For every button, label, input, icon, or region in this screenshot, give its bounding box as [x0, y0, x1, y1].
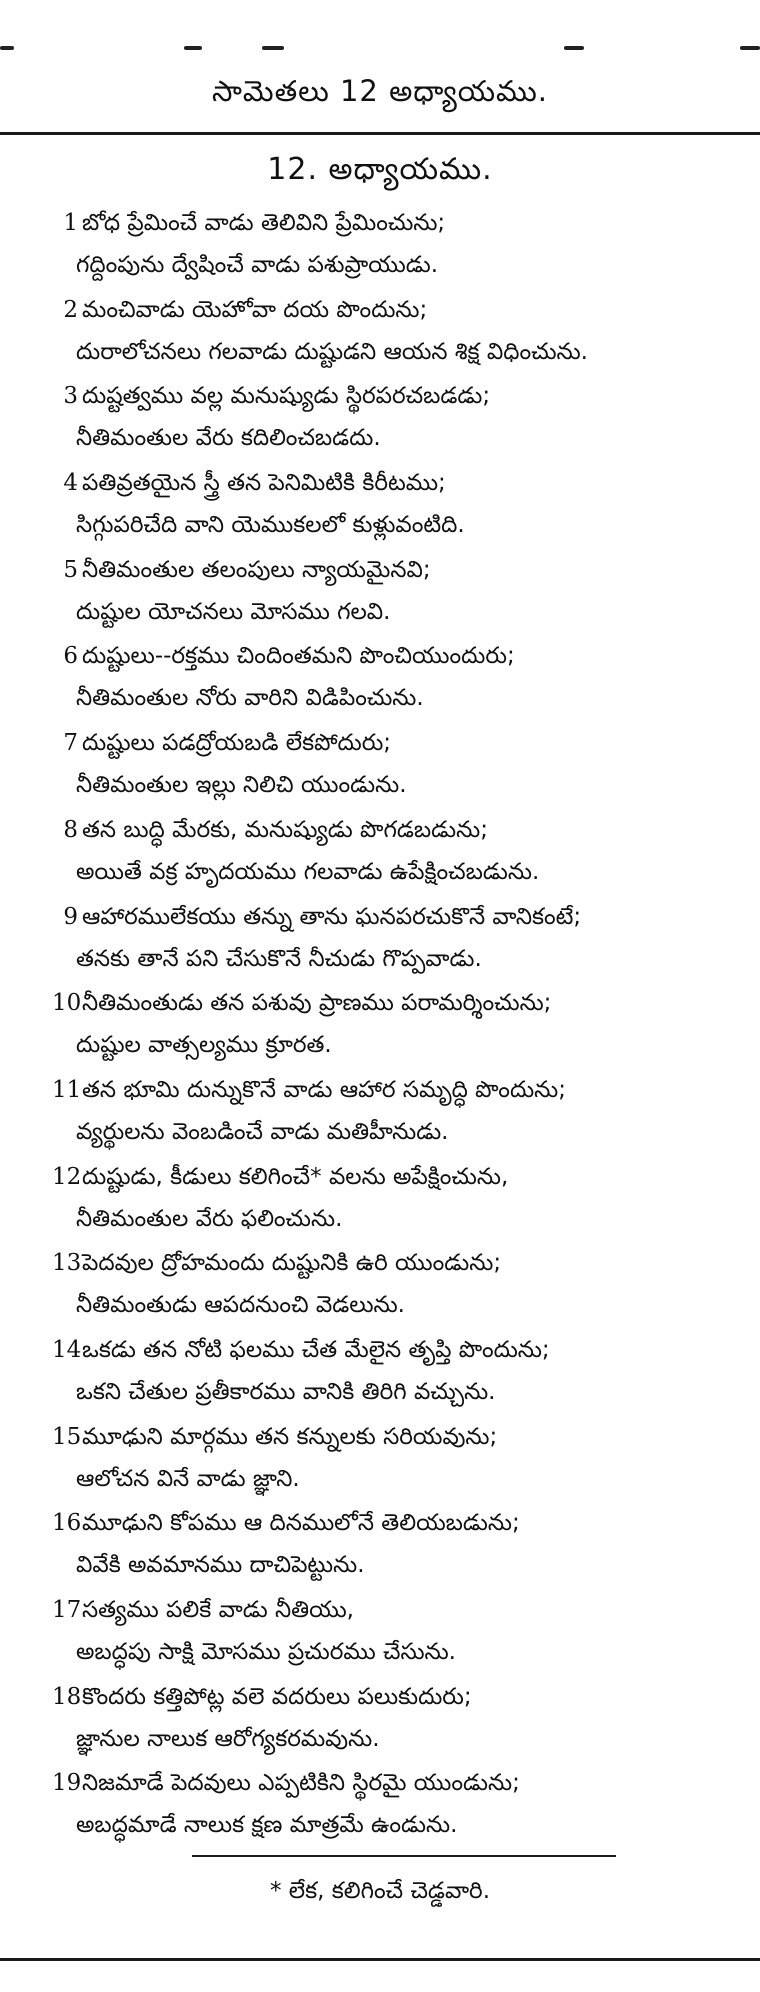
verse-line-2: ఒకని చేతుల ప్రతీకారము వానికి తిరిగి వచ్చును. [76, 1378, 496, 1405]
footer-rule [0, 1958, 760, 1961]
verse-line-1: మంచివాడు యెహోవా దయ పొందును; [82, 296, 428, 323]
verse [52, 383, 752, 470]
verse-number: 12 [52, 1163, 82, 1190]
verse-number: 5 [63, 556, 78, 583]
verse-line-2: దుష్టుల యోచనలు మోసము గలవి. [76, 598, 391, 625]
chapter-title: 12. అధ్యాయము. [267, 152, 493, 187]
verse-line-2: నీతిమంతుడు ఆపదనుంచి వెడలును. [76, 1292, 405, 1319]
verse-line-2: వ్యర్థులను వెంబడించే వాడు మతిహీనుడు. [76, 1118, 449, 1145]
verse-line-1: తన బుద్ధి మేరకు, మనుష్యుడు పొగడబడును; [82, 816, 488, 843]
verse-line-2: దురాలోచనలు గలవాడు దుష్టుడని ఆయన శిక్ష విధించును. [76, 338, 588, 365]
verse [52, 1597, 752, 1684]
verse-line-2: ఆలోచన వినే వాడు జ్ఞాని. [76, 1465, 300, 1492]
header-rule [0, 132, 760, 135]
verse [52, 297, 752, 384]
verse-list [52, 210, 752, 1857]
verse-line-2: తనకు తానే పని చేసుకొనే నీచుడు గొప్పవాడు. [76, 945, 482, 972]
footnote-rule [192, 1855, 616, 1857]
verse [52, 557, 752, 644]
verse [52, 1424, 752, 1511]
footnote: * లేక, కలిగించే చెడ్డవారి. [269, 1878, 491, 1904]
verse-number: 7 [63, 730, 78, 757]
verse [52, 1510, 752, 1597]
verse-line-1: సత్యము పలికే వాడు నీతియు, [82, 1597, 354, 1623]
verse-line-2: వివేకి అవమానము దాచిపెట్టును. [76, 1552, 365, 1579]
verse-line-2: దుష్టుల వాత్సల్యము క్రూరత. [76, 1032, 332, 1059]
verse-line-2: సిగ్గుపరిచేది వాని యెముకలలో కుళ్లువంటిది. [76, 512, 465, 539]
top-edge-marks [0, 46, 760, 54]
verse [52, 643, 752, 730]
verse-number: 2 [63, 296, 78, 323]
verse-number: 8 [63, 816, 78, 843]
running-head: సామెతలు 12 అధ్యాయము. [212, 74, 548, 108]
verse-number: 19 [52, 1770, 82, 1797]
verse [52, 1164, 752, 1251]
verse-line-1: పెదవుల ద్రోహమందు దుష్టునికి ఉరి యుండును; [82, 1250, 502, 1277]
verse-line-2: నీతిమంతుల వేరు కదిలించబడదు. [76, 425, 381, 452]
verse [52, 210, 752, 297]
verse-line-2: జ్ఞానుల నాలుక ఆరోగ్యకరమవును. [76, 1725, 380, 1752]
verse-line-1: దుష్టులు పడద్రోయబడి లేకపోదురు; [82, 730, 392, 757]
verse-number: 17 [52, 1597, 82, 1623]
verse [52, 470, 752, 557]
verse-line-2: నీతిమంతుల నోరు వారిని విడిపించును. [76, 685, 424, 712]
verse [52, 1770, 752, 1857]
verse-line-2: నీతిమంతుల ఇల్లు నిలిచి యుండును. [76, 772, 407, 799]
verse-line-2: నీతిమంతుల వేరు ఫలించును. [76, 1205, 343, 1232]
verse-line-1: ఆహారములేకయు తన్ను తాను ఘనపరచుకొనే వానికంటే; [82, 903, 582, 930]
verse [52, 990, 752, 1077]
verse-line-1: బోధ ప్రేమించే వాడు తెలివిని ప్రేమించును; [82, 210, 446, 236]
verse-line-2: అయితే వక్ర హృదయము గలవాడు ఉపేక్షించబడును. [76, 858, 540, 885]
verse-line-2: గద్దింపును ద్వేషించే వాడు పశుప్రాయుడు. [76, 252, 439, 278]
verse-line-1: దుష్టత్వము వల్ల మనుష్యుడు స్థిరపరచబడడు; [82, 383, 491, 410]
verse-line-1: కొందరు కత్తిపోట్ల వలె వదరులు పలుకుదురు; [82, 1683, 472, 1710]
verse [52, 1250, 752, 1337]
verse-line-1: దుష్టులు--రక్తము చిందింతమని పొంచియుందురు; [82, 643, 515, 670]
verse-line-1: దుష్టుడు, కీడులు కలిగించే* వలను అపేక్షించును, [82, 1163, 509, 1190]
verse-number: 9 [63, 903, 78, 930]
verse-number: 13 [52, 1250, 82, 1277]
verse-line-1: పతివ్రతయైన స్త్రీ తన పెనిమిటికి కిరీటము; [82, 470, 446, 497]
verse-line-2: అబద్ధపు సాక్షి మోసము ప్రచురము చేసును. [76, 1639, 456, 1665]
verse [52, 730, 752, 817]
verse-number: 1 [63, 210, 78, 236]
verse-number: 6 [63, 643, 78, 670]
verse-number: 14 [52, 1336, 82, 1363]
verse-line-1: నీతిమంతుడు తన పశువు ప్రాణము పరామర్శించును; [82, 990, 552, 1017]
verse-number: 3 [63, 383, 78, 410]
verse-line-1: నీతిమంతుల తలంపులు న్యాయమైనవి; [82, 556, 431, 583]
verse-line-1: తన భూమి దున్నుకొనే వాడు ఆహార సమృద్ధి పొందును; [82, 1076, 567, 1103]
verse [52, 817, 752, 904]
verse [52, 1684, 752, 1771]
verse-number: 11 [52, 1076, 82, 1103]
verse-number: 4 [63, 470, 78, 497]
verse-number: 15 [52, 1423, 82, 1450]
verse-number: 16 [52, 1510, 82, 1537]
verse [52, 1077, 752, 1164]
verse-line-2: అబద్ధమాడే నాలుక క్షణ మాత్రమే ఉండును. [76, 1812, 458, 1839]
verse-line-1: ఒకడు తన నోటి ఫలము చేత మేలైన తృప్తి పొందును; [82, 1336, 550, 1363]
verse-line-1: నిజమాడే పెదవులు ఎప్పటికిని స్థిరమై యుండును; [82, 1770, 520, 1797]
verse [52, 904, 752, 991]
verse-line-1: మూఢుని మార్గము తన కన్నులకు సరియవును; [82, 1423, 498, 1450]
verse-number: 10 [52, 990, 82, 1017]
verse [52, 1337, 752, 1424]
verse-number: 18 [52, 1683, 82, 1710]
verse-line-1: మూఢుని కోపము ఆ దినములోనే తెలియబడును; [82, 1510, 520, 1537]
